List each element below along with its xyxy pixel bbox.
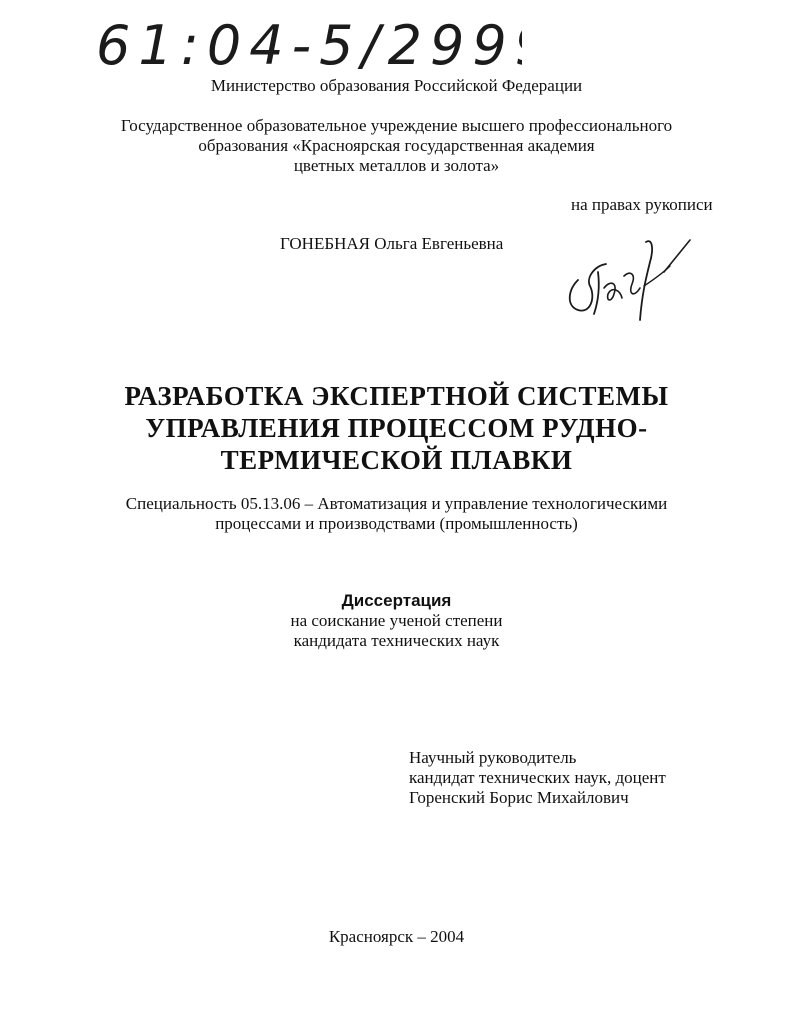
archive-code-text: 61:04-5/2999	[96, 14, 522, 76]
manuscript-note: на правах рукописи	[571, 195, 713, 214]
institution-line-1: Государственное образовательное учреждение высшего профессионального	[120, 116, 673, 135]
dissertation-heading: Диссертация	[341, 591, 452, 610]
specialty-line-1: Специальность 05.13.06 – Автоматизация и управление технологическими	[125, 494, 668, 513]
thesis-title-line-1: РАЗРАБОТКА ЭКСПЕРТНОЙ СИСТЕМЫ	[124, 381, 669, 411]
dissertation-line-2: кандидата технических наук	[293, 631, 500, 650]
signature	[560, 228, 700, 328]
author-name: ГОНЕБНАЯ Ольга Евгеньевна	[280, 234, 504, 253]
archive-code-svg	[92, 6, 522, 76]
ministry-line: Министерство образования Российской Федерации	[210, 76, 583, 95]
supervisor-degree: кандидат технических наук, доцент	[409, 768, 666, 787]
place-year: Красноярск – 2004	[328, 927, 465, 946]
thesis-title-line-3: ТЕРМИЧЕСКОЙ ПЛАВКИ	[220, 445, 573, 475]
thesis-title-line-2: УПРАВЛЕНИЯ ПРОЦЕССОМ РУДНО-	[145, 413, 648, 443]
supervisor-role: Научный руководитель	[409, 748, 577, 767]
dissertation-line-1: на соискание ученой степени	[290, 611, 503, 630]
supervisor-name: Горенский Борис Михайлович	[409, 788, 629, 807]
specialty-line-2: процессами и производствами (промышленность)	[215, 514, 578, 533]
institution-line-3: цветных металлов и золота»	[293, 156, 500, 175]
institution-line-2: образования «Красноярская государственная академия	[198, 136, 595, 155]
archive-code	[92, 6, 522, 76]
signature-icon	[560, 228, 700, 328]
